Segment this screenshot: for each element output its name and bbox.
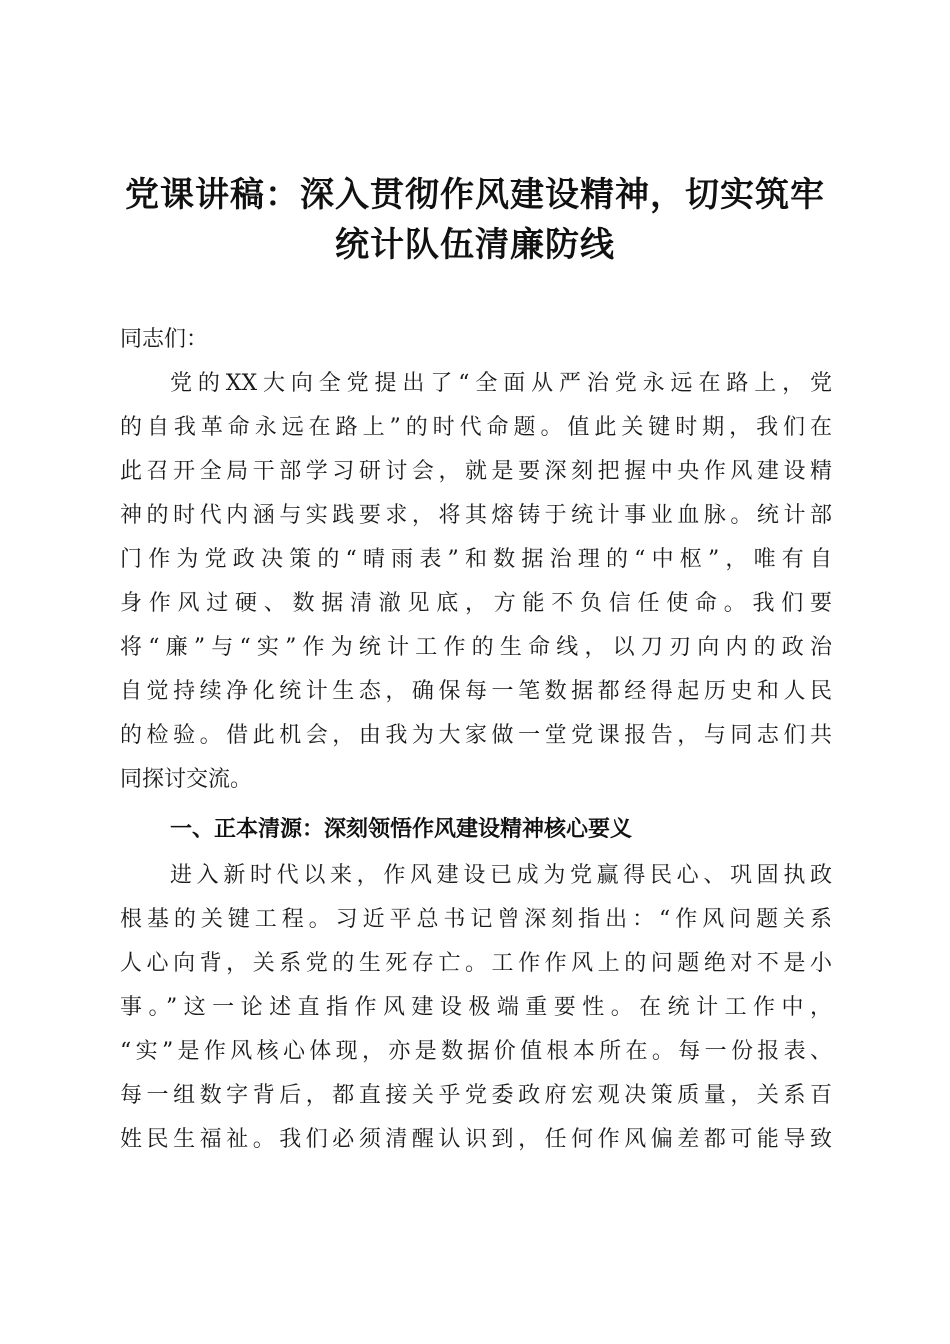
section1-line-1: 进入新时代以来，作风建设已成为党赢得民心、巩固执政 [170, 863, 832, 888]
intro-line-7: 将“廉”与“实”作为统计工作的生命线，以刀刃向内的政治 [120, 635, 832, 660]
intro-line-5: 门作为党政决策的“晴雨表”和数据治理的“中枢”，唯有自 [120, 547, 832, 572]
document-title [100, 170, 850, 270]
section1-line-3: 人心向背，关系党的生死存亡。工作作风上的问题绝对不是小 [120, 951, 832, 976]
intro-paragraph [120, 362, 832, 802]
intro-line-8: 自觉持续净化统计生态，确保每一笔数据都经得起历史和人民 [120, 679, 832, 704]
title-line-1: 党课讲稿：深入贯彻作风建设精神，切实筑牢 [125, 175, 825, 215]
intro-line-3: 此召开全局干部学习研讨会，就是要深刻把握中央作风建设精 [120, 459, 832, 484]
section1-line-7: 姓民生福祉。我们必须清醒认识到，任何作风偏差都可能导致 [120, 1127, 832, 1152]
intro-line-1: 党的XX大向全党提出了“全面从严治党永远在路上，党 [170, 371, 832, 396]
section-heading-1: 一、正本清源：深刻领悟作风建设精神核心要义 [170, 817, 633, 842]
title-line-2: 统计队伍清廉防线 [335, 225, 615, 265]
section1-paragraph [120, 854, 832, 1162]
intro-line-10: 同探讨交流。 [120, 767, 253, 792]
intro-line-9: 的检验。借此机会，由我为大家做一堂党课报告，与同志们共 [120, 723, 832, 748]
intro-line-4: 神的时代内涵与实践要求，将其熔铸于统计事业血脉。统计部 [120, 503, 832, 528]
intro-line-6: 身作风过硬、数据清澈见底，方能不负信任使命。我们要 [120, 591, 832, 616]
greeting: 同志们： [120, 327, 209, 352]
section1-line-4: 事。”这一论述直指作风建设极端重要性。在统计工作中， [120, 995, 832, 1020]
section1-line-2: 根基的关键工程。习近平总书记曾深刻指出：“作风问题关系 [120, 907, 832, 932]
section1-line-6: 每一组数字背后，都直接关乎党委政府宏观决策质量，关系百 [120, 1083, 832, 1108]
section1-line-5: “实”是作风核心体现，亦是数据价值根本所在。每一份报表、 [120, 1039, 832, 1064]
intro-line-2: 的自我革命永远在路上”的时代命题。值此关键时期，我们在 [120, 415, 832, 440]
